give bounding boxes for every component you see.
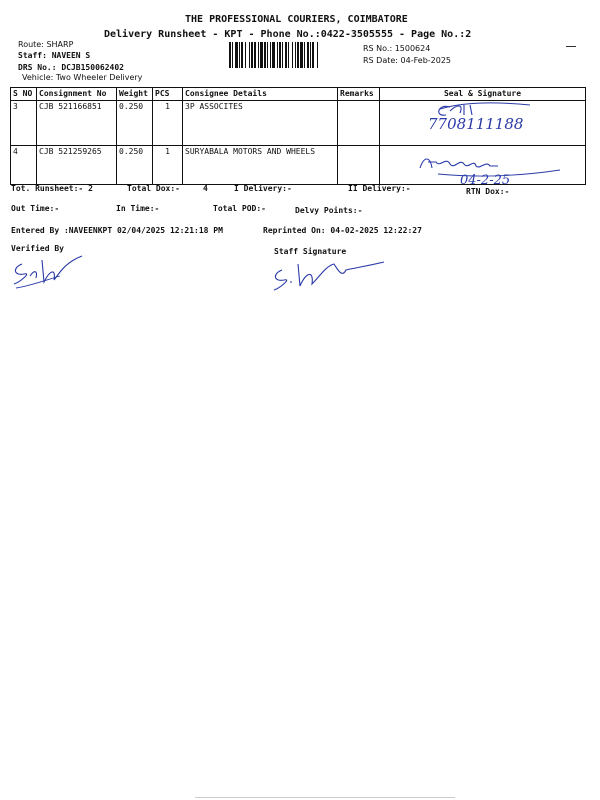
cell-pcs: 1 (153, 146, 183, 185)
cell-consignment: CJB 521166851 (37, 101, 117, 146)
ii-delivery: II Delivery:- (348, 184, 411, 193)
verified-by-label: Verified By (11, 244, 64, 253)
signature-1 (420, 101, 580, 135)
rs-number: RS No.: 1500624 (363, 44, 431, 53)
table-row (11, 146, 586, 185)
col-pcs: PCS (153, 88, 183, 101)
table-row (11, 101, 586, 146)
total-dox-value: 4 (203, 184, 208, 193)
table-header-row (11, 88, 586, 101)
entered-by: Entered By :NAVEENKPT 02/04/2025 12:21:18 PM (11, 226, 223, 235)
col-consignment: Consignment No (37, 88, 117, 101)
scan-edge (195, 797, 455, 798)
rtn-dox: RTN Dox:- (466, 187, 510, 196)
cell-weight: 0.250 (117, 101, 153, 146)
rs-date: RS Date: 04-Feb-2025 (363, 56, 452, 65)
drs-number: DRS No.: DCJB150062402 (18, 63, 124, 72)
cell-signature (380, 146, 586, 188)
total-dox-label: Total Dox:- (127, 184, 180, 193)
cell-consignment: CJB 521259265 (37, 146, 117, 185)
i-delivery: I Delivery:- (234, 184, 292, 193)
cell-sno: 4 (11, 146, 37, 185)
runsheet-table (10, 87, 586, 188)
col-remarks: Remarks (338, 88, 380, 101)
col-sno: S NO (11, 88, 37, 101)
cell-consignee: 3P ASSOCITES (183, 101, 338, 146)
verified-signature (10, 254, 90, 294)
staff-label: Staff: NAVEEN S (18, 51, 91, 60)
staff-signature (268, 256, 388, 296)
cell-remarks (338, 146, 380, 185)
cell-sno: 3 (11, 101, 37, 146)
route-label: Route: SHARP (18, 40, 74, 49)
col-consignee: Consignee Details (183, 88, 338, 101)
staff-signature-label: Staff Signature (274, 247, 347, 256)
out-time: Out Time:- (11, 204, 60, 213)
signature-2 (410, 150, 580, 190)
col-weight: Weight (117, 88, 153, 101)
barcode (229, 42, 347, 68)
cell-pcs: 1 (153, 101, 183, 146)
company-title: THE PROFESSIONAL COURIERS, COIMBATORE (185, 14, 408, 25)
col-signature: Seal & Signature (380, 88, 586, 101)
in-time: In Time:- (116, 204, 160, 213)
svg-text:04-2-25: 04-2-25 (460, 173, 511, 188)
cell-weight: 0.250 (117, 146, 153, 185)
delvy-points: Delvy Points:- (295, 206, 363, 215)
cell-signature (380, 101, 586, 146)
cell-consignee: SURYABALA MOTORS AND WHEELS (183, 146, 338, 185)
reprinted-on: Reprinted On: 04-02-2025 12:22:27 (263, 226, 422, 235)
vehicle-label: Vehicle: Two Wheeler Delivery (22, 73, 143, 82)
tot-runsheet: Tot. Runsheet:- 2 (11, 184, 93, 193)
svg-text:7708111188: 7708111188 (428, 115, 524, 133)
runsheet-subtitle: Delivery Runsheet - KPT - Phone No.:0422-3505555 - Page No.:2 (104, 29, 472, 40)
total-pod: Total POD:- (213, 204, 266, 213)
cell-remarks (338, 101, 380, 146)
page-mark (566, 46, 576, 47)
